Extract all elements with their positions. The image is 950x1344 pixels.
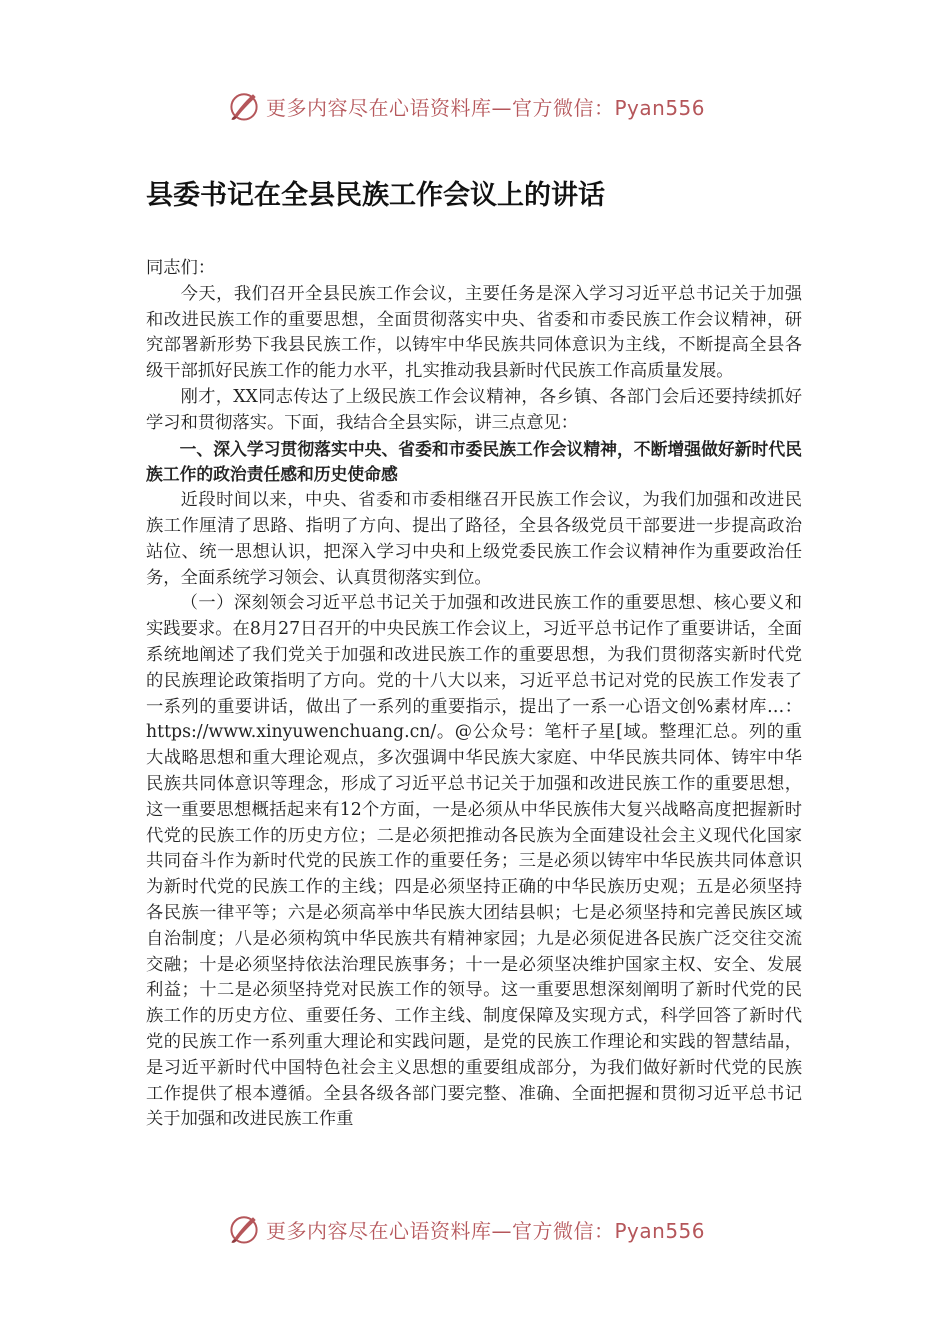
- banner-text: 更多内容尽在心语资料库—官方微信：Pyan556: [266, 95, 706, 120]
- document-title: 县委书记在全县民族工作会议上的讲话: [146, 180, 605, 211]
- brush-logo-icon: [226, 88, 262, 124]
- paragraph: （一）深刻领会习近平总书记关于加强和改进民族工作的重要思想、核心要义和实践要求。在8月27日召开的中央民族工作会议上，习近平总书记作了重要讲话，全面系统地阐述了我们党关于加强和改进民族工作的重要思想，为我们贯彻落实新时代党的民族理论政策指明了方向。党的十八大以来，习近平总书记对党的民族工作发表了一系列的重要讲话，做出了一系列的重要指示，提出了一系一心语文创%素材库…：https://www.xinyuwenchuang.cn/。@公众号：笔杆子星[域。整理汇总。列的重大战略思想和重大理论观点，多次强调中华民族大家庭、中华民族共同体、铸牢中华民族共同体意识等理念，形成了习近平总书记关于加强和改进民族工作的重要思想，这一重要思想概括起来有12个方面，一是必须从中华民族伟大复兴战略高度把握新时代党的民族工作的历史方位；二是必须把推动各民族为全面建设社会主义现代化国家共同奋斗作为新时代党的民族工作的重要任务；三是必须以铸牢中华民族共同体意识为新时代党的民族工作的主线；四是必须坚持正确的中华民族历史观；五是必须坚持各民族一律平等；六是必须高举中华民族大团结县帜；七是必须坚持和完善民族区域自治制度；八是必须构筑中华民族共有精神家园；九是必须促进各民族广泛交往交流交融；十是必须坚持依法治理民族事务；十一是必须坚决维护国家主权、安全、发展利益；十二是必须坚持党对民族工作的领导。这一重要思想深刻阐明了新时代党的民族工作的历史方位、重要任务、工作主线、制度保障及实现方式，科学回答了新时代党的民族工作一系列重大理论和实践问题，是党的民族工作理论和实践的智慧结晶，是习近平新时代中国特色社会主义思想的重要组成部分，为我们做好新时代党的民族工作提供了根本遵循。全县各级各部门要完整、准确、全面把握和贯彻习近平总书记关于加强和改进民族工作重: [146, 593, 802, 1130]
- footer-watermark-banner: [226, 1209, 746, 1249]
- banner-text: 更多内容尽在心语资料库—官方微信：Pyan556: [266, 1218, 706, 1243]
- section-heading: 一、深入学习贯彻落实中央、省委和市委民族工作会议精神，不断增强做好新时代民族工作的政治责任感和历史使命感: [146, 438, 802, 485]
- document-body: [146, 256, 802, 1133]
- paragraph: 今天，我们召开全县民族工作会议，主要任务是深入学习习近平总书记关于加强和改进民族工作的重要思想，全面贯彻落实中央、省委和市委民族工作会议精神，研究部署新形势下我县民族工作，以铸牢中华民族共同体意识为主线，不断提高全县各级干部抓好民族工作的能力水平，扎实推动我县新时代民族工作高质量发展。: [146, 283, 802, 382]
- paragraph: 刚才，XX同志传达了上级民族工作会议精神，各乡镇、各部门会后还要持续抓好学习和贯彻落实。下面，我结合全县实际，讲三点意见：: [146, 386, 802, 433]
- salutation: 同志们：: [146, 258, 216, 278]
- header-watermark-banner: [226, 86, 746, 126]
- paragraph: 近段时间以来，中央、省委和市委相继召开民族工作会议，为我们加强和改进民族工作厘清了思路、指明了方向、提出了路径，全县各级党员干部要进一步提高政治站位、统一思想认识，把深入学习中央和上级党委民族工作会议精神作为重要政治任务，全面系统学习领会、认真贯彻落实到位。: [146, 490, 802, 588]
- brush-logo-icon: [226, 1211, 262, 1247]
